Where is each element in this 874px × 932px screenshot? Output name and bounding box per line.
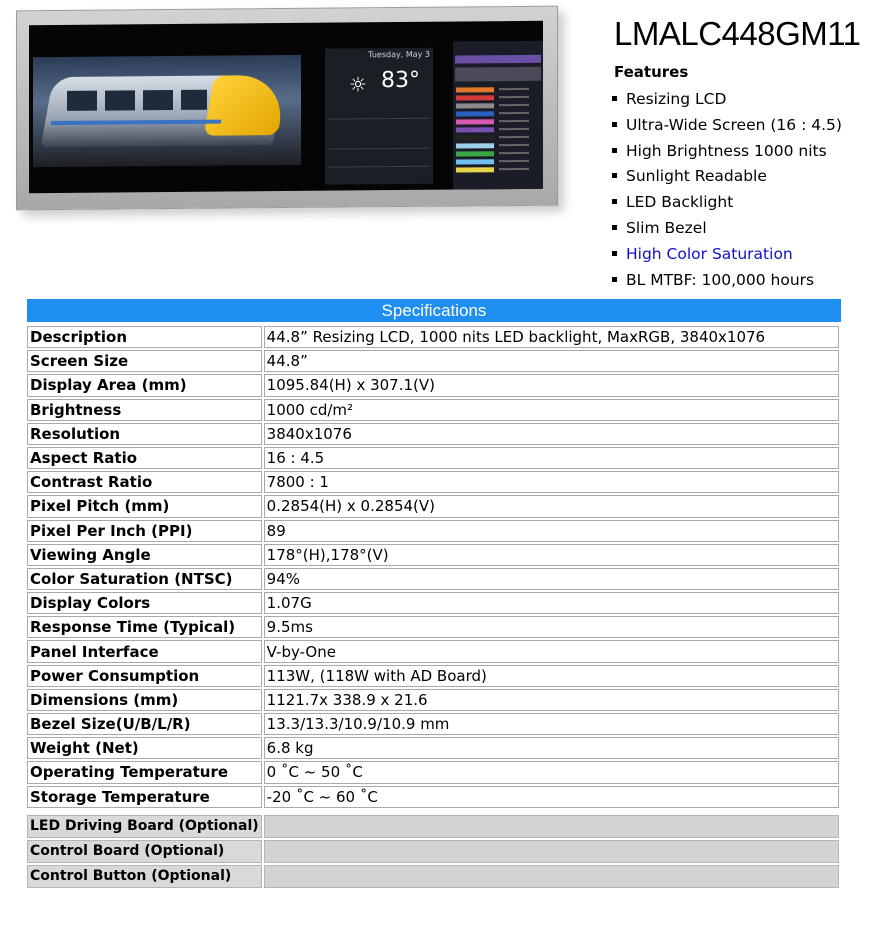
optional-spec-row — [27, 840, 839, 863]
optional-spec-row — [27, 865, 839, 888]
spec-label: Response Time (Typical) — [27, 616, 262, 638]
feature-text: Ultra-Wide Screen (16 : 4.5) — [626, 115, 842, 134]
spec-value: 16 : 4.5 — [264, 447, 839, 469]
spec-label: Panel Interface — [27, 640, 262, 662]
spec-row — [27, 544, 839, 566]
model-title: LMALC448GM11 — [614, 15, 861, 52]
specifications-table — [25, 324, 841, 890]
feature-item — [612, 269, 842, 295]
feature-text: High Color Saturation — [626, 244, 793, 263]
spec-row — [27, 616, 839, 638]
spec-label: Display Area (mm) — [27, 374, 262, 396]
spec-value — [264, 840, 839, 863]
spec-row — [27, 350, 839, 372]
spec-row — [27, 495, 839, 517]
spec-row — [27, 689, 839, 711]
spec-value: 94% — [264, 568, 839, 590]
spec-label: Contrast Ratio — [27, 471, 262, 493]
sun-cloud-icon: ☼ — [349, 72, 367, 97]
spec-row — [27, 471, 839, 493]
weather-screen — [325, 48, 433, 185]
spec-label: Display Colors — [27, 592, 262, 614]
square-bullet-icon — [612, 96, 617, 101]
display-bezel — [16, 6, 558, 211]
feature-text: Sunlight Readable — [626, 167, 767, 186]
feature-item — [612, 191, 842, 217]
spec-row — [27, 786, 839, 808]
spec-value: 1121.7x 338.9 x 21.6 — [264, 689, 839, 711]
spec-value: 3840x1076 — [264, 423, 839, 445]
spec-row — [27, 761, 839, 783]
spec-row — [27, 399, 839, 421]
spec-label: Bezel Size(U/B/L/R) — [27, 713, 262, 735]
spec-value: 7800 : 1 — [264, 471, 839, 493]
spec-label: Description — [27, 326, 262, 348]
spec-label: Aspect Ratio — [27, 447, 262, 469]
feature-text: Resizing LCD — [626, 90, 727, 108]
spec-label: Operating Temperature — [27, 761, 262, 783]
transit-screen — [453, 41, 543, 190]
spec-row — [27, 737, 839, 759]
spec-value: 113W, (118W with AD Board) — [264, 665, 839, 687]
spec-label: Pixel Pitch (mm) — [27, 495, 262, 517]
features-list — [612, 88, 842, 294]
spec-row — [27, 374, 839, 396]
product-image — [16, 8, 576, 213]
square-bullet-icon — [612, 277, 617, 282]
feature-item — [612, 243, 842, 269]
spec-label: Color Saturation (NTSC) — [27, 568, 262, 590]
spec-value: 89 — [264, 520, 839, 542]
spec-label: Storage Temperature — [27, 786, 262, 808]
spec-value: 0.2854(H) x 0.2854(V) — [264, 495, 839, 517]
spec-label: Pixel Per Inch (PPI) — [27, 520, 262, 542]
spec-label: LED Driving Board (Optional) — [27, 815, 262, 838]
spec-label: Brightness — [27, 399, 262, 421]
specifications-banner: Specifications — [27, 299, 841, 322]
spec-label: Resolution — [27, 423, 262, 445]
spec-row — [27, 568, 839, 590]
spec-row — [27, 640, 839, 662]
square-bullet-icon — [612, 251, 617, 256]
spec-value: 0 ˚C ~ 50 ˚C — [264, 761, 839, 783]
feature-item — [612, 88, 842, 114]
square-bullet-icon — [612, 173, 617, 178]
feature-text: Slim Bezel — [626, 218, 707, 237]
train-image — [33, 55, 301, 167]
feature-item — [612, 140, 842, 166]
spec-label: Screen Size — [27, 350, 262, 372]
spec-row — [27, 592, 839, 614]
square-bullet-icon — [612, 199, 617, 204]
spec-value: 6.8 kg — [264, 737, 839, 759]
spec-value: 1.07G — [264, 592, 839, 614]
feature-text: LED Backlight — [626, 193, 734, 212]
square-bullet-icon — [612, 122, 617, 127]
spec-label: Power Consumption — [27, 665, 262, 687]
spec-value: 9.5ms — [264, 616, 839, 638]
spec-value: 44.8” Resizing LCD, 1000 nits LED backlight, MaxRGB, 3840x1076 — [264, 326, 839, 348]
spec-value — [264, 815, 839, 838]
display-panel — [29, 21, 543, 193]
features-heading: Features — [614, 63, 689, 81]
weather-temperature: 83° — [381, 67, 420, 94]
spec-label: Control Button (Optional) — [27, 865, 262, 888]
feature-item — [612, 165, 842, 191]
spec-value — [264, 865, 839, 888]
spec-value: 1095.84(H) x 307.1(V) — [264, 374, 839, 396]
spec-value: 178°(H),178°(V) — [264, 544, 839, 566]
weather-date: Tuesday, May 3 — [368, 49, 430, 60]
spec-label: Weight (Net) — [27, 737, 262, 759]
spec-row — [27, 447, 839, 469]
spec-label: Control Board (Optional) — [27, 840, 262, 863]
spec-row — [27, 423, 839, 445]
spec-label: Dimensions (mm) — [27, 689, 262, 711]
spec-value: V-by-One — [264, 640, 839, 662]
feature-item — [612, 114, 842, 140]
spec-label: Viewing Angle — [27, 544, 262, 566]
square-bullet-icon — [612, 148, 617, 153]
square-bullet-icon — [612, 225, 617, 230]
spec-value: 44.8” — [264, 350, 839, 372]
spec-row — [27, 665, 839, 687]
feature-item — [612, 217, 842, 243]
spec-row — [27, 326, 839, 348]
spec-value: -20 ˚C ~ 60 ˚C — [264, 786, 839, 808]
feature-text: BL MTBF: 100,000 hours — [626, 270, 815, 289]
spec-row — [27, 713, 839, 735]
optional-spec-row — [27, 815, 839, 838]
spec-row — [27, 520, 839, 542]
spec-value: 1000 cd/m² — [264, 399, 839, 421]
feature-text: High Brightness 1000 nits — [626, 141, 827, 160]
spec-value: 13.3/13.3/10.9/10.9 mm — [264, 713, 839, 735]
